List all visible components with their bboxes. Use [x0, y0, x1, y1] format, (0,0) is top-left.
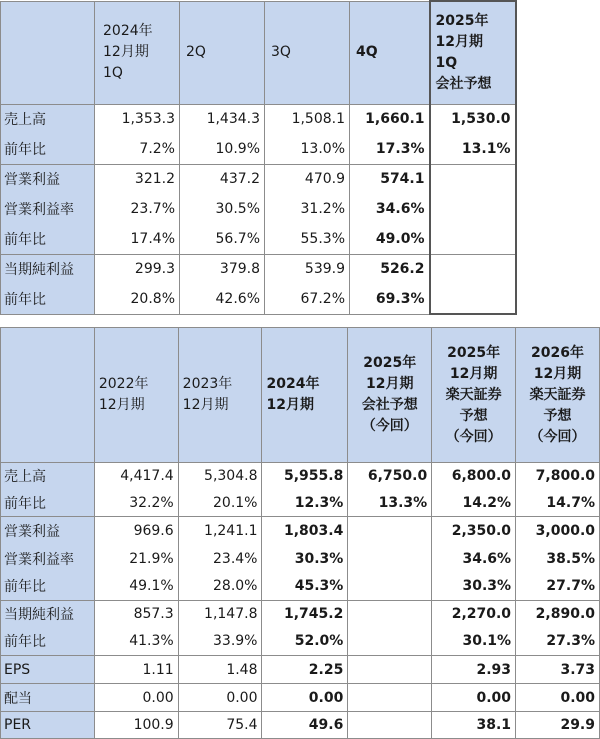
row-label: 営業利益率: [1, 194, 95, 224]
table-cell: 470.9: [265, 164, 350, 194]
header-cell: 3Q: [265, 1, 350, 104]
row-label: 配当: [1, 684, 95, 712]
table-row: [1, 164, 516, 194]
table-row: [1, 684, 600, 712]
table-cell: 969.6: [94, 517, 178, 545]
table-cell: [348, 712, 432, 739]
table-row: [1, 134, 516, 164]
table-cell: 2.93: [432, 656, 516, 684]
table-cell: 75.4: [178, 712, 262, 739]
table-cell: 3,000.0: [516, 517, 600, 545]
table-cell: 31.2%: [265, 194, 350, 224]
row-label: 前年比: [1, 134, 95, 164]
header-cell: 2024年 12月期 1Q: [95, 1, 180, 104]
table-cell: [430, 194, 516, 224]
table-cell: [430, 164, 516, 194]
row-label: 前年比: [1, 224, 95, 254]
table-cell: [348, 573, 432, 601]
quarterly-results-table: [0, 0, 517, 315]
table-cell: 23.7%: [95, 194, 180, 224]
table-cell: 12.3%: [262, 490, 348, 517]
table-cell: 2,350.0: [432, 517, 516, 545]
table-cell: 2.25: [262, 656, 348, 684]
table-cell: 7,800.0: [516, 463, 600, 490]
table-cell: [348, 545, 432, 573]
table-cell: 34.6%: [432, 545, 516, 573]
table-cell: [430, 284, 516, 314]
header-cell: 2023年 12月期: [178, 328, 262, 463]
corner-cell: [1, 328, 95, 463]
table-cell: 17.3%: [350, 134, 430, 164]
table-cell: 1,745.2: [262, 601, 348, 628]
header-cell: 2026年 12月期 楽天証券 予想 （今回）: [516, 328, 600, 463]
table-row: [1, 490, 600, 517]
table-cell: 5,955.8: [262, 463, 348, 490]
table-cell: 49.6: [262, 712, 348, 739]
table-row: [1, 712, 600, 739]
row-label: 売上高: [1, 104, 95, 134]
header-cell: 2Q: [180, 1, 265, 104]
table-cell: 321.2: [95, 164, 180, 194]
table-cell: 30.3%: [432, 573, 516, 601]
table-row: [1, 656, 600, 684]
table-cell: 38.1: [432, 712, 516, 739]
table-cell: 69.3%: [350, 284, 430, 314]
row-label: 当期純利益: [1, 254, 95, 284]
table-cell: 67.2%: [265, 284, 350, 314]
table-row: [1, 628, 600, 656]
table-row: [1, 224, 516, 254]
table-cell: 0.00: [262, 684, 348, 712]
table-row: [1, 104, 516, 134]
table-cell: 30.3%: [262, 545, 348, 573]
table-cell: 1,660.1: [350, 104, 430, 134]
header-cell: 2025年 12月期 会社予想 （今回）: [348, 328, 432, 463]
table-cell: 0.00: [516, 684, 600, 712]
table-cell: 3.73: [516, 656, 600, 684]
row-label: 前年比: [1, 628, 95, 656]
table-row: [1, 573, 600, 601]
table-cell: 1.48: [178, 656, 262, 684]
table-cell: 28.0%: [178, 573, 262, 601]
table-cell: [348, 684, 432, 712]
table-cell: 34.6%: [350, 194, 430, 224]
table-row: [1, 194, 516, 224]
table-cell: 6,800.0: [432, 463, 516, 490]
table-cell: 30.1%: [432, 628, 516, 656]
table-cell: 1.11: [94, 656, 178, 684]
table-cell: 7.2%: [95, 134, 180, 164]
table-cell: [348, 517, 432, 545]
table-cell: 4,417.4: [94, 463, 178, 490]
row-label: 営業利益率: [1, 545, 95, 573]
table-cell: 0.00: [178, 684, 262, 712]
table-cell: 20.8%: [95, 284, 180, 314]
row-label: 売上高: [1, 463, 95, 490]
row-label: EPS: [1, 656, 95, 684]
table-row: [1, 601, 600, 628]
table-cell: 0.00: [94, 684, 178, 712]
table-cell: 1,241.1: [178, 517, 262, 545]
table-cell: 56.7%: [180, 224, 265, 254]
table-cell: 10.9%: [180, 134, 265, 164]
row-label: 当期純利益: [1, 601, 95, 628]
header-cell: 2022年 12月期: [94, 328, 178, 463]
table-cell: 13.1%: [430, 134, 516, 164]
table-cell: 299.3: [95, 254, 180, 284]
table-row: [1, 545, 600, 573]
header-cell: 4Q: [350, 1, 430, 104]
table-row: [1, 463, 600, 490]
table-cell: 20.1%: [178, 490, 262, 517]
table-row: [1, 254, 516, 284]
table-cell: 1,147.8: [178, 601, 262, 628]
table-cell: 38.5%: [516, 545, 600, 573]
table-cell: 23.4%: [178, 545, 262, 573]
table-cell: 32.2%: [94, 490, 178, 517]
table-cell: [348, 601, 432, 628]
table-cell: 49.1%: [94, 573, 178, 601]
table-cell: 2,270.0: [432, 601, 516, 628]
table-cell: 42.6%: [180, 284, 265, 314]
table-cell: 49.0%: [350, 224, 430, 254]
table-cell: 52.0%: [262, 628, 348, 656]
table-cell: 1,508.1: [265, 104, 350, 134]
table-cell: 45.3%: [262, 573, 348, 601]
table-cell: [430, 254, 516, 284]
table-cell: 526.2: [350, 254, 430, 284]
table-row: [1, 284, 516, 314]
row-label: PER: [1, 712, 95, 739]
table-cell: 27.3%: [516, 628, 600, 656]
row-label: 前年比: [1, 573, 95, 601]
row-label: 営業利益: [1, 164, 95, 194]
table-cell: 13.3%: [348, 490, 432, 517]
table-cell: 5,304.8: [178, 463, 262, 490]
header-cell: 2025年 12月期 1Q 会社予想: [430, 1, 516, 104]
table-cell: 33.9%: [178, 628, 262, 656]
table-cell: [348, 656, 432, 684]
table-cell: 13.0%: [265, 134, 350, 164]
table-cell: 55.3%: [265, 224, 350, 254]
row-label: 前年比: [1, 490, 95, 517]
table-cell: 574.1: [350, 164, 430, 194]
table-cell: 1,353.3: [95, 104, 180, 134]
table-cell: 2,890.0: [516, 601, 600, 628]
table-cell: 539.9: [265, 254, 350, 284]
table-cell: 0.00: [432, 684, 516, 712]
table-cell: 1,803.4: [262, 517, 348, 545]
header-cell: 2025年 12月期 楽天証券 予想 （今回）: [432, 328, 516, 463]
corner-cell: [1, 1, 95, 104]
table-cell: 17.4%: [95, 224, 180, 254]
table-cell: 1,530.0: [430, 104, 516, 134]
table-cell: 379.8: [180, 254, 265, 284]
table-cell: 27.7%: [516, 573, 600, 601]
table-cell: 30.5%: [180, 194, 265, 224]
table-cell: 857.3: [94, 601, 178, 628]
row-label: 営業利益: [1, 517, 95, 545]
table-cell: 1,434.3: [180, 104, 265, 134]
table-cell: [430, 224, 516, 254]
table-cell: 21.9%: [94, 545, 178, 573]
table-cell: 100.9: [94, 712, 178, 739]
table-cell: 41.3%: [94, 628, 178, 656]
annual-results-table: [0, 327, 600, 739]
table-row: [1, 517, 600, 545]
table-cell: 6,750.0: [348, 463, 432, 490]
row-label: 前年比: [1, 284, 95, 314]
table-cell: 14.7%: [516, 490, 600, 517]
table-cell: 14.2%: [432, 490, 516, 517]
header-cell: 2024年 12月期: [262, 328, 348, 463]
table-cell: 437.2: [180, 164, 265, 194]
table-cell: 29.9: [516, 712, 600, 739]
table-cell: [348, 628, 432, 656]
